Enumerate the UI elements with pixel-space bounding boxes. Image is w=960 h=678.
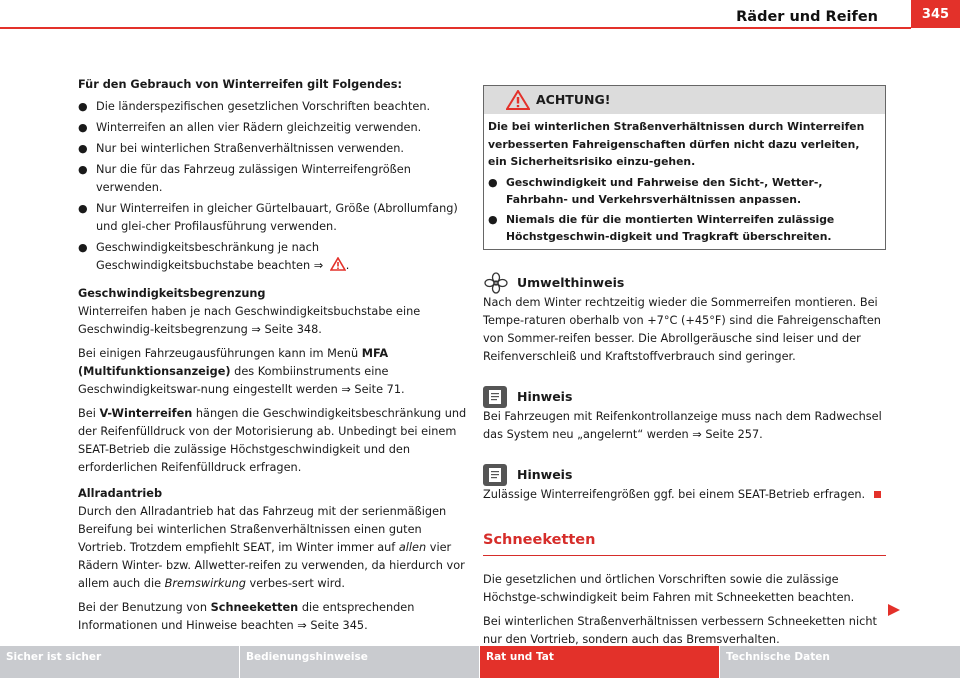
warning-text: Die bei winterlichen Straßenverhältnissen durch Winterreifen verbesserten Fahreigenschaften dürfen nicht dazu verleiten, ein Sicherheitsrisiko einzu-gehen. <box>488 120 865 168</box>
note-heading: Hinweis <box>483 386 886 408</box>
warning-triangle-icon <box>330 257 346 271</box>
section-title: Schneeketten <box>483 531 596 548</box>
warning-title: ACHTUNG! <box>536 92 611 107</box>
snow-chain-text: Bei der Benutzung von Schneeketten die entsprechenden Informationen und Hinweise beachten ⇒ Seite 345. <box>78 601 415 632</box>
tab-sicher-ist-sicher[interactable]: Sicher ist sicher <box>0 646 239 678</box>
awd-text: Durch den Allradantrieb hat das Fahrzeug mit der serienmäßigen Bereifung bei winterlichen Straßenverhältnissen einen guten Vortrieb. Trotzdem empfiehlt SEAT, im Winter immer auf allen vier Rädern Winter- bzw. Allwetter-reifen zu verwenden, da hierdurch vor allem auch die Bremswirkung verbes-sert wird. <box>78 505 465 590</box>
note-heading: Hinweis <box>483 464 886 486</box>
list-item: ● Geschwindigkeitsbeschränkung je nach Geschwindigkeitsbuchstabe beachten ⇒ . <box>78 241 350 272</box>
warning-body <box>484 114 885 249</box>
section-text: Bei winterlichen Straßenverhältnissen verbessern Schneeketten nicht nur den Vortrieb, sondern auch das Bremsverhalten. <box>483 614 877 646</box>
page-number: 345 <box>911 0 960 28</box>
environment-text: Nach dem Winter rechtzeitig wieder die Sommerreifen montieren. Bei Tempe-raturen oberhalb von +7°C (+45°F) sind die Fahreigenschaften von Sommer-reifen besser. Die Abrollgeräusche sind leiser und der Reifenverschleiß und Kraftstoffverbrauch sind geringer. <box>483 295 881 363</box>
header-rule <box>0 27 911 29</box>
awd-heading: Allradantrieb <box>78 487 163 500</box>
tab-bedienungshinweise[interactable]: Bedienungshinweise <box>240 646 479 678</box>
list-item: ● Nur bei winterlichen Straßenverhältnissen verwenden. <box>78 142 405 155</box>
tab-technische-daten[interactable]: Technische Daten <box>720 646 960 678</box>
info-note-icon <box>483 464 507 486</box>
page-title: Räder und Reifen <box>736 9 878 25</box>
info-note-icon <box>483 386 507 408</box>
speed-limit-text: Winterreifen haben je nach Geschwindigkeitsbuchstabe eine Geschwindig-keitsbegrenzung ⇒ Seite 348. <box>78 305 421 336</box>
v-tires-text: Bei V-Winterreifen hängen die Geschwindigkeitsbeschränkung und der Reifenfülldruck von der Motorisierung ab. Unbedingt bei einem SEAT-Betrieb die zulässige Höchstgeschwindigkeit und den erforderlichen Reifenfülldruck erfragen. <box>78 407 467 474</box>
footer-tabs <box>0 646 960 678</box>
list-item: ● Nur die für das Fahrzeug zulässigen Winterreifengrößen verwenden. <box>78 163 411 194</box>
environment-heading: Umwelthinweis <box>483 272 886 294</box>
note-text: Bei Fahrzeugen mit Reifenkontrollanzeige muss nach dem Radwechsel das System neu „angelernt“ werden ⇒ Seite 257. <box>483 409 882 441</box>
left-column <box>78 76 471 635</box>
environment-flower-icon <box>483 272 509 294</box>
next-page-arrow-icon[interactable] <box>887 603 901 617</box>
list-item: ● Nur Winterreifen in gleicher Gürtelbauart, Größe (Abrollumfang) und glei-cher Profilausführung verwenden. <box>78 202 458 233</box>
list-item: ● Geschwindigkeit und Fahrweise den Sicht-, Wetter-, Fahrbahn- und Verkehrsverhältnissen anpassen. <box>488 175 823 206</box>
mfa-text: Bei einigen Fahrzeugausführungen kann im Menü MFA (Multifunktionsanzeige) des Kombiinstruments eine Geschwindigkeitswar-nung eingestellt werden ⇒ Seite 71. <box>78 347 405 396</box>
right-column <box>483 85 886 649</box>
list-item: ● Winterreifen an allen vier Rädern gleichzeitig verwenden. <box>78 121 422 134</box>
end-marker-icon <box>874 491 881 498</box>
warning-header <box>484 86 885 114</box>
note-text: Zulässige Winterreifengrößen ggf. bei einem SEAT-Betrieb erfragen. <box>483 486 886 504</box>
section-text: Die gesetzlichen und örtlichen Vorschriften sowie die zulässige Höchstge-schwindigkeit beim Fahren mit Schneeketten beachten. <box>483 572 855 604</box>
speed-limit-heading: Geschwindigkeitsbegrenzung <box>78 287 266 300</box>
tab-rat-und-tat[interactable]: Rat und Tat <box>480 646 719 678</box>
warning-triangle-icon <box>506 90 530 110</box>
list-item: ● Niemals die für die montierten Winterreifen zulässige Höchstgeschwin-digkeit und Tragkraft überschreiten. <box>488 212 835 243</box>
list-item: ● Die länderspezifischen gesetzlichen Vorschriften beachten. <box>78 100 431 113</box>
warning-box <box>483 85 886 250</box>
intro-heading: Für den Gebrauch von Winterreifen gilt Folgendes: <box>78 78 402 91</box>
